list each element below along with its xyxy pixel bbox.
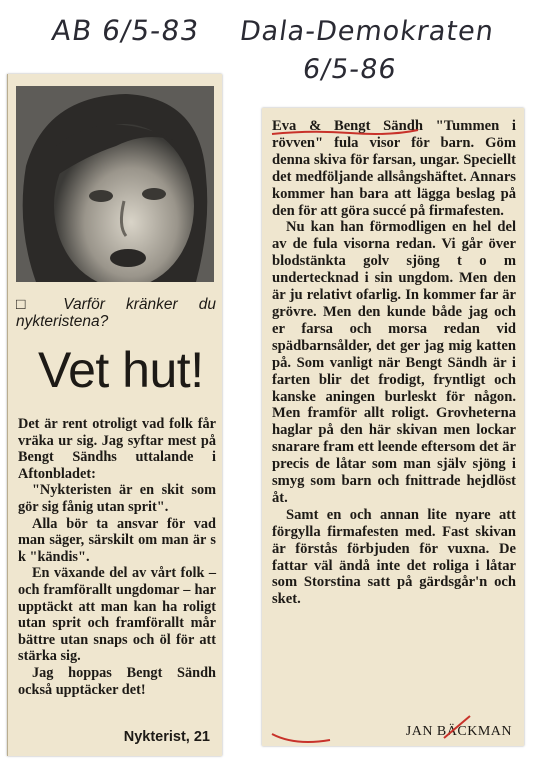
letter-body [18, 416, 216, 698]
handwritten-note-newspaper-date: 6/5-86 [300, 54, 399, 85]
letter-paragraph: "Nykteristen är en skit som gör sig fånig utan sprit". [18, 482, 216, 515]
handwritten-note-newspaper: Dala-Demokraten [237, 16, 497, 47]
review-paragraph: Samt en och annan lite nyare att förgylla firmafesten med. Fast skivan är förstås förbjuden för vuxna. De fattar väl ändå inte det roliga i låtar som Storstina satt på gärdsgår'n och sket. [272, 506, 516, 608]
letter-paragraph: En växande del av vårt folk – och framförallt ungdomar – har upptäckt att man kan ha roligt utan sprit och framförallt mår bättre utan snaps och öl för att stärka sig. [18, 565, 216, 665]
portrait-photo [16, 86, 214, 282]
letter-paragraph: Det är rent otroligt vad folk får vräka ur sig. Jag syftar mest på Bengt Sändhs uttalande i Aftonbladet: [18, 416, 216, 482]
letter-paragraph: Jag hoppas Bengt Sändh också upptäcker det! [18, 664, 216, 698]
letter-headline: Vet hut! [38, 342, 204, 398]
letter-clipping [7, 74, 222, 756]
letter-signature: Nykterist, 21 [123, 729, 210, 745]
review-paragraph: Nu kan han förmodligen en hel del av de fula visorna redan. Vi går över blodstänkta golv sjöng t o m undertecknad i sin ungdom. Men den är ju relativt ofarlig. In kommer far är grövre. Men den kunde både jag och er farsa och morsa redan vid spädbarnsålder, det ger jag mig katten på. Som vanligt när Bengt Sändh är i farten blir det frodigt, fryntligt och kanske aningen burleskt för någon. Men framför allt roligt. Grovheterna haglar på den här skivan men lockar snarare fram ett leende eftersom det är precis de låtar som man själv sjöng i smyg som barn och fnittrade hejdlöst åt. [272, 219, 516, 506]
review-body [272, 118, 516, 608]
review-paragraph: Eva & Bengt Sändh "Tummen i rövven" fula visor för barn. Göm denna skiva för farsan, ungar. Speciellt det medföljande allsångshäftet. Annars kommer han bara att lägga beslag på den för att göra succé på firmafesten. [272, 118, 516, 219]
photo-caption: □ Varför kränker du nykteristena? [16, 296, 216, 330]
handwritten-note-ab-date: AB 6/5-83 [49, 14, 202, 47]
review-clipping [262, 108, 524, 746]
review-byline: JAN BÄCKMAN [405, 724, 512, 739]
letter-paragraph: Alla bör ta ansvar för vad man säger, särskilt om man är s k "kändis". [18, 515, 216, 565]
